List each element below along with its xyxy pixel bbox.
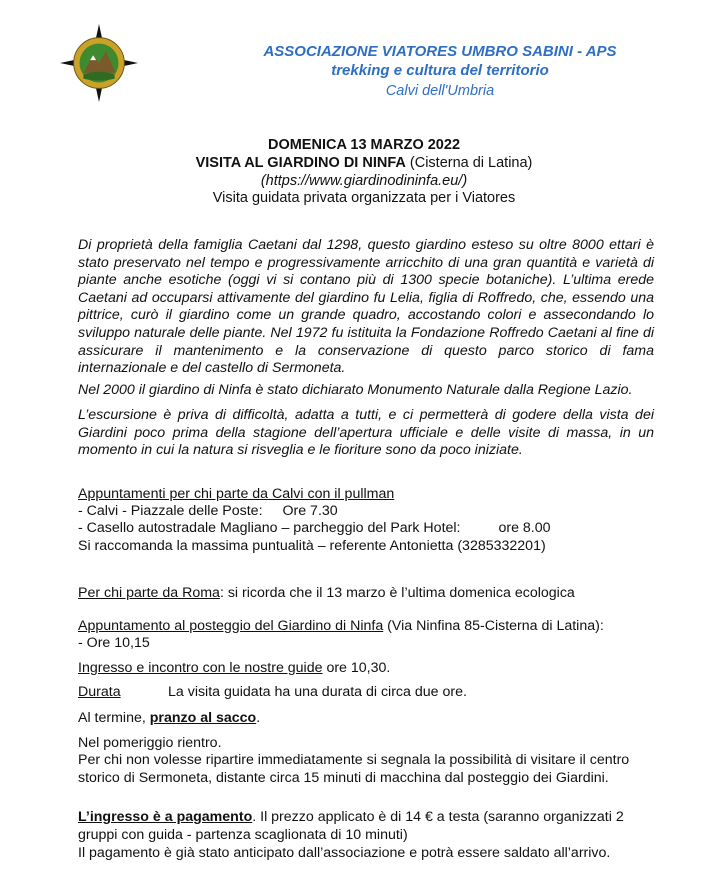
roma-text: : si ricorda che il 13 marzo è l’ultima domenica ecologica: [219, 585, 575, 601]
afternoon-line-2: Per chi non volesse ripartire immediatamente si segnala la possibilità di visitare il centro storico di Sermoneta, distante circa 15 minuti di macchina dal posteggio dei Giardini.: [78, 752, 630, 786]
payment-line: [78, 808, 658, 844]
org-place: Calvi dell'Umbria: [385, 83, 495, 99]
calvi-note: Si raccomanda la massima puntualità – referente Antonietta (3285332201): [78, 538, 546, 554]
afternoon-line-1: Nel pomeriggio rientro.: [78, 735, 222, 751]
event-title: VISITA AL GIARDINO DI NINFA: [195, 155, 406, 171]
calvi-stop-2: [78, 519, 551, 537]
org-tagline: trekking e cultura del territorio: [331, 62, 549, 79]
calvi-stop-2-time: ore 8.00: [498, 520, 551, 536]
calvi-stop-2-label: - Casello autostradale Magliano – parcheggio del Park Hotel:: [78, 520, 461, 536]
roma-label: Per chi parte da Roma: [78, 585, 220, 601]
lunch-prefix: Al termine,: [78, 710, 150, 726]
roma-line: [78, 584, 575, 602]
description-paragraph-2: Nel 2000 il giardino di Ninfa è stato dichiarato Monumento Naturale dalla Regione Lazio.: [78, 382, 633, 398]
entrance-label: Ingresso e incontro con le nostre guide: [78, 660, 323, 676]
calvi-stop-1-time: Ore 7.30: [282, 503, 338, 519]
event-subtitle: Visita guidata privata organizzata per i Viatores: [212, 190, 516, 206]
entrance-line: [78, 659, 390, 677]
description-paragraph-3: L’escursione è priva di difficoltà, adatta a tutti, e ci permetterà di godere della vista dei Giardini poco prima della stagione dell’apertura ufficiale e delle visite di massa, in un momento in cui la natura si risveglia e le fioriture sono da poco iniziate.: [78, 407, 654, 459]
payment-text: . Il prezzo applicato è di 14 € a testa (saranno organizzati 2 gruppi con guida - partenza scaglionata di 10 minuti): [78, 809, 624, 843]
event-title-line: [0, 155, 728, 171]
payment-bold: L’ingresso è a pagamento: [78, 809, 253, 825]
calvi-stop-1-label: - Calvi - Piazzale delle Poste:: [78, 503, 263, 519]
parking-time: - Ore 10,15: [78, 635, 150, 651]
lunch-suffix: .: [256, 710, 261, 726]
duration-text: La visita guidata ha una durata di circa due ore.: [168, 684, 467, 700]
lunch-line: [78, 709, 260, 727]
calvi-stop-1: [78, 502, 338, 520]
event-date: DOMENICA 13 MARZO 2022: [267, 137, 461, 153]
event-title-place: (Cisterna di Latina): [409, 155, 533, 171]
event-url[interactable]: (https://www.giardinodininfa.eu/): [260, 173, 468, 189]
parking-line: [78, 617, 604, 635]
description-paragraph-1: Di proprietà della famiglia Caetani dal 1298, questo giardino esteso su oltre 8000 ettari è stato preservato nel tempo e progressivamente arricchito di una gran quantità e varietà di piante anche esotiche (oggi vi si contano più di 1300 specie botaniche). L’ultima erede Caetani ad occuparsi attivamente del giardino fu Lelia, figlia di Roffredo, che, essendo una pittrice, curò il giardino come un grande quadro, accostando colori e assecondando lo sviluppo naturale delle piante. Nel 1972 fu istituita la Fondazione Roffredo Caetani al fine di assicurare il mantenimento e la conservazione di questo parco storico di fama internazionale e del castello di Sermoneta.: [78, 237, 654, 377]
association-logo: [60, 24, 138, 102]
entrance-time: ore 10,30.: [322, 660, 391, 676]
payment-line-2: Il pagamento è già stato anticipato dall’associazione e potrà essere saldato all’arrivo.: [78, 845, 611, 861]
parking-label: Appuntamento al posteggio del Giardino di Ninfa: [78, 618, 384, 634]
org-name: ASSOCIAZIONE VIATORES UMBRO SABINI - APS: [263, 43, 617, 60]
duration-line: [78, 683, 467, 701]
duration-label: Durata: [78, 684, 121, 700]
lunch-bold: pranzo al sacco: [149, 710, 257, 726]
calvi-heading: Appuntamenti per chi parte da Calvi con il pullman: [78, 486, 395, 502]
parking-text: (Via Ninfina 85-Cisterna di Latina):: [383, 618, 604, 634]
